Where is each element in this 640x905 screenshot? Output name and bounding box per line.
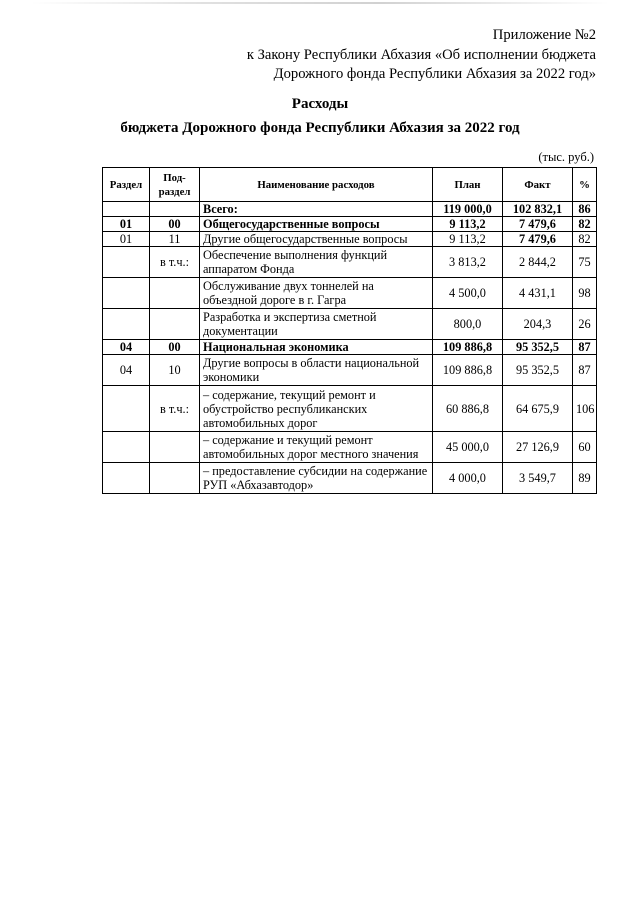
cell-section bbox=[103, 202, 150, 217]
cell-section bbox=[103, 463, 150, 494]
cell-subsection: в т.ч.: bbox=[150, 247, 200, 278]
table-header-row bbox=[103, 168, 597, 202]
cell-percent: 82 bbox=[573, 217, 597, 232]
cell-section bbox=[103, 247, 150, 278]
table-row bbox=[103, 309, 597, 340]
cell-plan: 800,0 bbox=[433, 309, 503, 340]
cell-name: Всего: bbox=[200, 202, 433, 217]
scan-top-edge bbox=[30, 2, 610, 4]
cell-subsection: 10 bbox=[150, 355, 200, 386]
cell-subsection bbox=[150, 202, 200, 217]
header-plan: План bbox=[433, 168, 503, 202]
cell-plan: 45 000,0 bbox=[433, 432, 503, 463]
cell-subsection: 11 bbox=[150, 232, 200, 247]
cell-percent: 89 bbox=[573, 463, 597, 494]
cell-name: – предоставление субсидии на содержание РУП «Абхазавтодор» bbox=[200, 463, 433, 494]
cell-name: – содержание и текущий ремонт автомобильных дорог местного значения bbox=[200, 432, 433, 463]
table-row bbox=[103, 247, 597, 278]
cell-fact: 204,3 bbox=[503, 309, 573, 340]
cell-section: 01 bbox=[103, 232, 150, 247]
cell-percent: 86 bbox=[573, 202, 597, 217]
cell-section bbox=[103, 278, 150, 309]
cell-section: 04 bbox=[103, 355, 150, 386]
cell-plan: 60 886,8 bbox=[433, 386, 503, 432]
cell-plan: 4 500,0 bbox=[433, 278, 503, 309]
cell-fact: 7 479,6 bbox=[503, 217, 573, 232]
cell-fact: 64 675,9 bbox=[503, 386, 573, 432]
cell-subsection bbox=[150, 309, 200, 340]
cell-percent: 87 bbox=[573, 340, 597, 355]
cell-subsection bbox=[150, 432, 200, 463]
table-row bbox=[103, 463, 597, 494]
expenditure-table bbox=[102, 167, 597, 494]
cell-section bbox=[103, 432, 150, 463]
cell-name: Другие общегосударственные вопросы bbox=[200, 232, 433, 247]
cell-plan: 4 000,0 bbox=[433, 463, 503, 494]
cell-percent: 106 bbox=[573, 386, 597, 432]
header-name: Наименование расходов bbox=[200, 168, 433, 202]
cell-fact: 27 126,9 bbox=[503, 432, 573, 463]
header-percent: % bbox=[573, 168, 597, 202]
cell-fact: 102 832,1 bbox=[503, 202, 573, 217]
cell-percent: 75 bbox=[573, 247, 597, 278]
table-row bbox=[103, 217, 597, 232]
cell-plan: 9 113,2 bbox=[433, 217, 503, 232]
appendix-line-3: Дорожного фонда Республики Абхазия за 2022 год» bbox=[273, 66, 596, 82]
cell-subsection bbox=[150, 463, 200, 494]
cell-percent: 60 bbox=[573, 432, 597, 463]
cell-fact: 95 352,5 bbox=[503, 340, 573, 355]
cell-plan: 3 813,2 bbox=[433, 247, 503, 278]
cell-name: Другие вопросы в области национальной экономики bbox=[200, 355, 433, 386]
header-subsection-line-1: Под- bbox=[163, 171, 186, 184]
cell-subsection: 00 bbox=[150, 217, 200, 232]
cell-section: 04 bbox=[103, 340, 150, 355]
cell-fact: 7 479,6 bbox=[503, 232, 573, 247]
cell-section bbox=[103, 309, 150, 340]
cell-plan: 109 886,8 bbox=[433, 355, 503, 386]
cell-section: 01 bbox=[103, 217, 150, 232]
appendix-line-2: к Закону Республики Абхазия «Об исполнении бюджета bbox=[246, 46, 596, 63]
header-subsection bbox=[150, 168, 200, 202]
cell-section bbox=[103, 386, 150, 432]
cell-name: – содержание, текущий ремонт и обустройство республиканских автомобильных дорог bbox=[200, 386, 433, 432]
appendix-line-1: Приложение №2 bbox=[492, 27, 596, 43]
table-row bbox=[103, 202, 597, 217]
header-fact: Факт bbox=[503, 168, 573, 202]
cell-percent: 82 bbox=[573, 232, 597, 247]
cell-subsection: в т.ч.: bbox=[150, 386, 200, 432]
document-title: Расходы bbox=[291, 96, 349, 112]
header-section: Раздел bbox=[103, 168, 150, 202]
document-subtitle: бюджета Дорожного фонда Республики Абхазия за 2022 год bbox=[120, 120, 520, 136]
cell-name: Обслуживание двух тоннелей на объездной дороге в г. Гагра bbox=[200, 278, 433, 309]
cell-fact: 4 431,1 bbox=[503, 278, 573, 309]
table-row bbox=[103, 386, 597, 432]
table-row bbox=[103, 278, 597, 309]
cell-name: Обеспечение выполнения функций аппаратом Фонда bbox=[200, 247, 433, 278]
table-row bbox=[103, 340, 597, 355]
units-label: (тыс. руб.) bbox=[538, 150, 594, 164]
header-subsection-line-2: раздел bbox=[158, 185, 191, 198]
cell-fact: 3 549,7 bbox=[503, 463, 573, 494]
cell-plan: 109 886,8 bbox=[433, 340, 503, 355]
cell-plan: 119 000,0 bbox=[433, 202, 503, 217]
cell-name: Национальная экономика bbox=[200, 340, 433, 355]
cell-name: Разработка и экспертиза сметной документации bbox=[200, 309, 433, 340]
cell-subsection: 00 bbox=[150, 340, 200, 355]
cell-subsection bbox=[150, 278, 200, 309]
appendix-header bbox=[247, 26, 596, 85]
cell-percent: 98 bbox=[573, 278, 597, 309]
cell-percent: 26 bbox=[573, 309, 597, 340]
table-row bbox=[103, 232, 597, 247]
table-row bbox=[103, 432, 597, 463]
cell-percent: 87 bbox=[573, 355, 597, 386]
cell-fact: 2 844,2 bbox=[503, 247, 573, 278]
cell-name: Общегосударственные вопросы bbox=[200, 217, 433, 232]
table-row bbox=[103, 355, 597, 386]
cell-plan: 9 113,2 bbox=[433, 232, 503, 247]
cell-fact: 95 352,5 bbox=[503, 355, 573, 386]
